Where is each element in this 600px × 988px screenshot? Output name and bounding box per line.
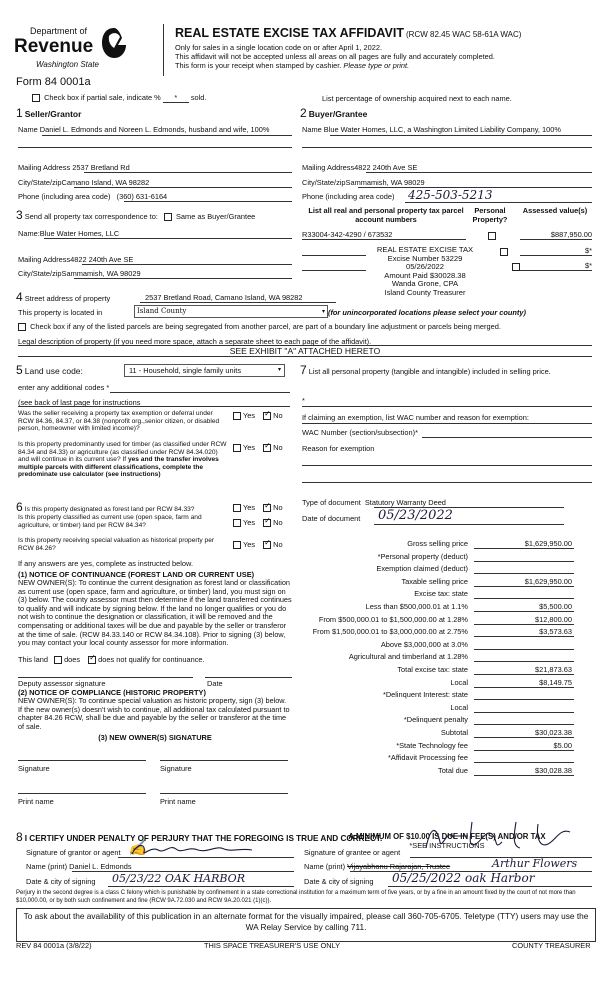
seller-mail-field[interactable]: 2537 Bretland Rd [72, 163, 130, 172]
forest-yes-checkbox[interactable] [233, 504, 241, 512]
tax-row-value[interactable]: $5,500.00 [539, 602, 572, 611]
tax-row-label: *State Technology fee [396, 740, 468, 750]
timber-question-note: yes and the transfer involves multiple parcels with different classifications, complete the predominate use calculator (see instructions) [18, 456, 219, 479]
compliance-heading: (2) NOTICE OF COMPLIANCE (HISTORIC PROPERTY) [18, 688, 206, 697]
tax-row-label: Taxable selling price [401, 576, 468, 586]
buyer-phone-label: Phone (including area code) [302, 192, 395, 201]
no-label: No [273, 518, 283, 527]
tax-row-rule [474, 737, 574, 738]
historical-yes-checkbox[interactable] [233, 541, 241, 549]
parcel-header: List all real and personal property tax parcel account numbers [308, 206, 464, 224]
historical-question: Is this property receiving special valuation as historical property per RCW 84.26? [18, 537, 215, 552]
stamp-line: 05/26/2022 [405, 262, 444, 272]
section-3-number: 3 [16, 208, 23, 222]
tax-row-rule [474, 775, 574, 776]
tax-row-rule [474, 649, 574, 650]
grantee-name-struck: Vijayabhanu Rajarajan, Trustee [347, 862, 451, 871]
tax-row-value[interactable]: $1,629,950.00 [524, 576, 572, 586]
tax-row-label: Excise tax: state [414, 589, 468, 599]
personal-property-checkbox-3[interactable] [512, 263, 520, 271]
wac-label: WAC Number (section/subsection) [302, 428, 416, 437]
same-as-buyer-checkbox[interactable] [164, 213, 172, 221]
treasurer-stamp [368, 246, 482, 298]
grantee-signature[interactable] [420, 818, 580, 856]
doc-type-label: Type of document [302, 498, 361, 507]
personal-property-label: List all personal property (tangible and intangible) included in selling price. [308, 367, 551, 376]
owner-sig-label: Signature [18, 764, 50, 773]
personal-property-field[interactable]: * [302, 396, 305, 405]
partial-sale-sold: sold. [190, 93, 207, 102]
tax-row-label: Subtotal [440, 728, 468, 737]
grantee-date-label: Date & city of signing [304, 877, 374, 886]
washington-state-label: Washington State [36, 60, 100, 69]
form-subtitle-1: Only for sales in a single location code on or after April 1, 2022. [175, 43, 383, 52]
seller-name-field[interactable]: Daniel L. Edmonds and Noreen L. Edmonds, husband and wife, 100% [39, 125, 270, 134]
tax-row-label: Local [450, 677, 468, 687]
tax-row-rule [474, 762, 574, 763]
tax-row-rule [474, 661, 574, 662]
exemption-yes-checkbox[interactable] [233, 412, 241, 420]
assessed-value-1[interactable]: $887,950.00 [550, 230, 592, 239]
seller-phone-label: Phone (including area code) [18, 192, 111, 201]
no-label: No [273, 540, 283, 549]
current-use-no-checkbox[interactable] [263, 519, 271, 527]
chevron-down-icon: ▾ [321, 308, 325, 315]
form-revision: REV 84 0001a (3/8/22) [16, 941, 92, 950]
treasurer-use-note: THIS SPACE TREASURER'S USE ONLY [204, 941, 341, 950]
tax-corr-mail-label: Mailing Address [18, 255, 71, 264]
doc-date-label: Date of document [302, 514, 361, 523]
assessed-value-header: Assessed value(s) [522, 206, 588, 215]
no-label: No [273, 443, 283, 452]
stamp-line: Excise Number 53229 [387, 253, 463, 263]
forest-question-text: Is this property designated as forest land per RCW 84.33? [24, 506, 195, 513]
section-5-number: 5 [16, 363, 23, 377]
tax-row-rule [474, 687, 574, 688]
tax-corr-label: Send all property tax correspondence to: [24, 212, 158, 221]
does-label: does [64, 655, 81, 664]
tax-corr-name-label: Name: [18, 229, 40, 238]
seller-heading: Seller/Grantor [24, 109, 82, 119]
additional-codes-label: enter any additional codes [18, 383, 105, 392]
dept-of-label: Department of [30, 26, 88, 36]
tax-row-rule [474, 586, 574, 587]
no-label: No [273, 503, 283, 512]
buyer-name-label: Name [302, 125, 322, 134]
grantor-signature[interactable]: ✍ [128, 839, 147, 857]
tax-row-rule [474, 674, 574, 675]
partial-sale-percent[interactable]: * [163, 93, 189, 103]
buyer-mail-field[interactable]: 4822 240th Ave SE [354, 163, 418, 172]
minimum-note: A MINIMUM OF $10.00 IS DUE IN FEE(S) AND/OR TAX [348, 832, 546, 841]
legal-label: Legal description of property (if you need more space, attach a separate sheet to each page of the affidavit). [18, 337, 372, 346]
tax-row-rule [474, 699, 574, 700]
tax-row-label: Exemption claimed (deduct) [376, 564, 468, 574]
perjury-notice [16, 890, 594, 905]
county-select-value: Island County [137, 307, 187, 315]
perjury-notice-text: Perjury in the second degree is a class C felony which is punishable by confinement in a state correctional institution for a maximum term of five years, or by a fine in an amount fixed by the court of not more than $10,000.00, or by both such confinement and fine (RCW 9A.72.030 and RCW 9A.20.021 (1)(c)). [16, 890, 576, 904]
grantor-name-label: Name (print) [26, 862, 68, 871]
tax-row-value[interactable]: $30,028.38 [535, 765, 572, 775]
tax-row-value[interactable]: $12,800.00 [535, 614, 572, 624]
alt-format-text: To ask about the availability of this publication in an alternate format for the visually impaired, please call 360-705-6705. Teletype (TTY) users may use the WA Relay Service by calling 711. [23, 911, 589, 932]
section-2-number: 2 [300, 106, 307, 120]
tax-row-rule [474, 724, 574, 725]
historical-no-checkbox[interactable] [263, 541, 271, 549]
ownership-note: List percentage of ownership acquired next to each name. [322, 94, 512, 103]
grantor-date-field[interactable]: 05/23/22 OAK HARBOR [112, 872, 245, 885]
buyer-city-field[interactable]: Sammamish, WA 98029 [345, 178, 425, 187]
exemption-no-checkbox[interactable] [263, 412, 271, 420]
yes-label: Yes [243, 540, 256, 549]
forest-question [16, 500, 194, 514]
tax-row-label: *Personal property (deduct) [377, 551, 468, 561]
grantor-name-field[interactable]: Daniel L. Edmonds [69, 862, 132, 871]
tax-row-label: Less than $500,000.01 at 1.1% [365, 602, 468, 611]
buyer-name-field[interactable]: Blue Water Homes, LLC, a Washington Limited Liability Company, 100% [323, 125, 561, 134]
section-6-number: 6 [16, 500, 23, 514]
yes-label: Yes [243, 518, 256, 527]
grantor-sig-label: Signature of grantor or agent [26, 848, 121, 857]
no-label: No [273, 411, 283, 420]
tax-row-label: *Delinquent Interest: state [382, 690, 468, 700]
land-use-label: Land use code: [24, 366, 83, 376]
form-title: REAL ESTATE EXCISE TAX AFFIDAVIT [175, 26, 404, 40]
certify-heading: I CERTIFY UNDER PENALTY OF PERJURY THAT THE FOREGOING IS TRUE AND CORRECT. [24, 834, 383, 843]
located-note: (for unincorporated locations please select your county) [328, 308, 526, 317]
land-use-select[interactable] [124, 364, 285, 377]
seller-city-label: City/State/zip [18, 178, 62, 187]
form-title-ref: (RCW 82.45 WAC 58-61A WAC) [406, 30, 522, 39]
form-subtitle-2: This affidavit will not be accepted unless all areas on all pages are fully and accurately completed. [175, 52, 495, 61]
assessed-value-3[interactable]: $* [585, 261, 592, 270]
stamp-line: REAL ESTATE EXCISE TAX [376, 245, 474, 254]
if-yes-note: If any answers are yes, complete as instructed below. [18, 559, 193, 568]
assessed-value-2[interactable]: $* [585, 246, 592, 255]
additional-codes-field[interactable]: * [106, 383, 110, 392]
yes-label: Yes [243, 443, 256, 452]
parcel-row [302, 230, 392, 239]
tax-row-rule [474, 712, 574, 713]
tax-row-label: Agricultural and timberland at 1.28% [348, 652, 468, 662]
this-land-label: This land [18, 655, 48, 664]
grantee-sig-label: Signature of grantee or agent [304, 848, 401, 857]
form-subtitle-3b: Please type or print. [343, 61, 410, 70]
doc-date-field[interactable]: 05/23/2022 [378, 508, 453, 523]
tax-row-value[interactable]: $21,873.63 [535, 665, 572, 674]
personal-property-header: Personal Property? [472, 206, 508, 224]
tax-corr-city-field[interactable]: Sammamish, WA 98029 [61, 269, 141, 278]
revenue-wordmark: Revenue [14, 36, 94, 57]
deputy-sig-label: Deputy assessor signature [18, 679, 106, 688]
owner-print-label: Print name [160, 797, 196, 806]
tax-row-label: From $500,000.01 to $1,500,000.00 at 1.28% [318, 614, 468, 624]
tax-row-rule [474, 561, 574, 562]
stamp-line: Island County Treasurer [384, 287, 466, 297]
buyer-heading: Buyer/Grantee [308, 109, 368, 119]
form-number: Form 84 0001a [16, 76, 91, 88]
section-1-number: 1 [16, 106, 23, 120]
timber-question-text: Is this property predominantly used for timber (as classified under RCW 84.34 and 84.33) or agriculture (as classified under RCW 84.34.020) and will continue in its current use? If [18, 441, 227, 464]
partial-sale-label: Check box if partial sale, indicate % [44, 93, 161, 102]
tax-row-value[interactable]: $5.00 [553, 740, 572, 750]
buyer-city-label: City/State/zip [302, 178, 346, 187]
tax-row-label: *Affidavit Processing fee [388, 753, 468, 763]
does-qualify-checkbox[interactable] [54, 656, 62, 664]
owner-print-label: Print name [18, 797, 54, 806]
tax-row-rule [474, 548, 574, 549]
tax-row-value[interactable]: $3,573.63 [539, 627, 572, 637]
owner-sig-label: Signature [160, 764, 192, 773]
tax-row-label: *Delinquent penalty [403, 715, 468, 725]
segregate-label: Check box if any of the listed parcels are being segregated from another parcel, are part of a boundary line adjustment or parcels being merged. [30, 322, 501, 331]
deputy-date-label: Date [207, 679, 223, 688]
tax-corr-name-field[interactable]: Blue Water Homes, LLC [39, 229, 120, 238]
wac-field[interactable]: * [415, 428, 418, 437]
tax-row-label: From $1,500,000.01 to $3,000,000.00 at 2.75% [312, 627, 468, 637]
does-not-label: does not qualify for continuance. [98, 655, 205, 664]
personal-property-checkbox-1[interactable] [488, 232, 496, 240]
tax-row-label: Total due [438, 765, 468, 775]
street-label: Street address of property [24, 294, 111, 303]
section-4-number: 4 [16, 290, 23, 304]
tax-row-label: Local [450, 702, 468, 712]
timber-question [18, 441, 230, 479]
tax-row-value[interactable]: $30,023.38 [535, 728, 572, 737]
tax-corr-mail-field[interactable]: 4822 240th Ave SE [70, 255, 134, 264]
tax-row-rule [474, 624, 574, 625]
partial-sale-checkbox[interactable] [32, 94, 40, 102]
tax-row-value[interactable]: $8,149.75 [539, 677, 572, 687]
street-field[interactable]: 2537 Bretland Road, Camano Island, WA 98282 [145, 293, 303, 302]
tax-row-rule [474, 611, 574, 612]
current-use-yes-checkbox[interactable] [233, 519, 241, 527]
legal-field[interactable]: SEE EXHIBIT "A" ATTACHED HERETO [229, 346, 381, 356]
land-use-value: 11 - Household, single family units [129, 366, 242, 375]
see-instructions: *SEE INSTRUCTIONS [409, 841, 485, 850]
buyer-phone-field[interactable]: 425-503-5213 [408, 188, 493, 202]
new-owner-sig-heading: (3) NEW OWNER(S) SIGNATURE [98, 733, 212, 742]
current-use-question: Is this property classified as current use (open space, farm and agriculture, or timber) land per RCW 84.34? [18, 514, 202, 529]
county-select[interactable] [134, 305, 328, 318]
yes-label: Yes [243, 503, 256, 512]
alt-format-box [16, 908, 596, 942]
section-8-number: 8 [16, 830, 23, 844]
tax-row-rule [474, 636, 574, 637]
seller-mail-label: Mailing Address [18, 163, 71, 172]
exemption-claim-label: If claiming an exemption, list WAC number and reason for exemption: [302, 413, 529, 422]
timber-yes-checkbox[interactable] [233, 444, 241, 452]
tax-row-rule [474, 598, 574, 599]
grantee-date-field[interactable]: 05/25/2022 oak Harbor [392, 871, 535, 885]
timber-no-checkbox[interactable] [263, 444, 271, 452]
dor-logo-icon [100, 26, 128, 60]
seller-phone-field[interactable]: (360) 631-6164 [116, 192, 168, 201]
form-subtitle-3: This form is your receipt when stamped by cashier. [175, 61, 342, 70]
stamp-line: Wanda Grone, CPA [391, 279, 459, 289]
parcel-number[interactable]: R33004-342-4290 / 673532 [302, 230, 393, 239]
tax-corr-city-label: City/State/zip [18, 269, 62, 278]
located-label: This property is located in [18, 308, 103, 317]
see-back-note: (see back of last page for instructions [18, 398, 141, 407]
grantee-name-field[interactable]: Arthur Flowers [492, 857, 578, 870]
county-treasurer-label: COUNTY TREASURER [512, 941, 591, 950]
grantor-date-label: Date & city of signing [26, 877, 96, 886]
doc-type-field[interactable]: Statutory Warranty Deed [364, 498, 446, 507]
exemption-reason-label: Reason for exemption [302, 444, 375, 453]
exemption-question: Was the seller receiving a property tax exemption or deferral under RCW 84.36, 84.37, or 84.38 (nonprofit org.,senior citizen, or disabled person, homeowner with limited income)? [18, 410, 220, 433]
seller-city-field[interactable]: Camano Island, WA 98282 [61, 178, 150, 187]
grantor-signature-mark [128, 840, 268, 858]
same-as-buyer-label: Same as Buyer/Grantee [176, 212, 256, 221]
tax-row-rule [474, 750, 574, 751]
segregate-checkbox[interactable] [18, 323, 26, 331]
continuance-text: NEW OWNER(S): To continue the current designation as forest land or classification as current use (open space, farm and agriculture, or timber) land, you must sign on (3) below. The county assessor must then determine if the land transferred continues to qualify and will indicate by signing below. If the land no longer qualifies or you do not wish to continue the designation or classification, it will be removed and the compensating or additional taxes will be due and payable by the seller or transferor at the time of sale. (RCW 84.33.140 or RCW 84.34.108). Prior to signing (3) below, you may contact your local county assessor for more information. [18, 578, 292, 648]
personal-property-checkbox-2[interactable] [500, 248, 508, 256]
section-7-number: 7 [300, 363, 307, 377]
does-not-qualify-checkbox[interactable] [88, 656, 96, 664]
continuance-heading: (1) NOTICE OF CONTINUANCE (FOREST LAND OR CURRENT USE) [18, 570, 255, 579]
tax-row-label: Gross selling price [407, 539, 468, 548]
tax-row-value[interactable]: $1,629,950.00 [524, 539, 572, 548]
grantee-name-label: Name (print) [304, 862, 346, 871]
dor-logo [14, 24, 132, 74]
chevron-down-icon: ▾ [277, 367, 281, 373]
forest-no-checkbox[interactable] [263, 504, 271, 512]
seller-name-label: Name [18, 125, 38, 134]
tax-row-rule [474, 573, 574, 574]
stamp-line: Amount Paid $30028.38 [384, 270, 466, 280]
tax-row-label: Total excise tax: state [397, 665, 468, 674]
compliance-text: NEW OWNER(S): To continue special valuation as historic property, sign (3) below. If the new owner(s) doesn't wish to continue, all additional tax calculated pursuant to chapter 84.26 RCW, shall be due and payable by the seller or transferor at the time of sale. [18, 696, 290, 731]
tax-row-label: Above $3,000,000 at 3.0% [380, 639, 468, 649]
yes-label: Yes [243, 411, 256, 420]
buyer-mail-label: Mailing Address [302, 163, 355, 172]
